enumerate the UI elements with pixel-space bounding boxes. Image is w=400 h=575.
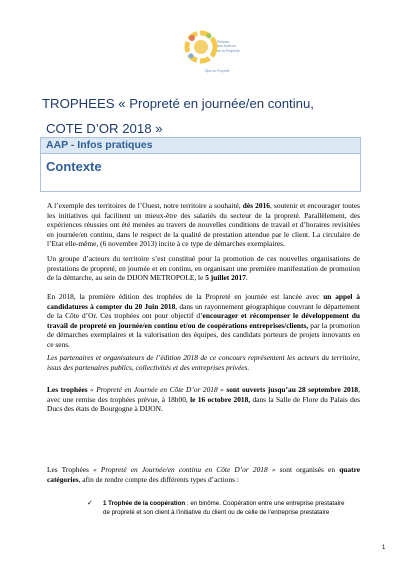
paragraph-6: Les Trophées « Propreté en Journée/en continu en Côte D’or 2018 » sont organisés en quatre catégories, afin de rendre compte des différents types d’actions : — [47, 465, 360, 484]
page-title-line-1: TROPHEES « Propreté en journée/en continu, — [42, 96, 314, 111]
paragraph-3: En 2018, la première édition des trophées de la Propreté en journée est lancée avec un appel à candidatures à compter du 20 Juin 2018, dans un rayonnement géographique couvrant le département de la Côte d’Or. Ces trophées ont pour objectif d’encourager et récompenser le développement du travail de propreté en journée/en continu et/ou de coopérations entreprises/clients, par la promotion de démarches exemplaires et la valorisation des équipes, des candidats porteurs de projets innovants en ce sens. — [47, 292, 361, 349]
page-number: 1 — [382, 545, 386, 551]
logo — [181, 22, 239, 78]
checkmark-icon: ✓ — [87, 500, 93, 507]
paragraph-2: Un groupe d’acteurs du territoire s’est constitué pour la promotion de ces nouvelles organisations de prestations de propreté, en journée et en continu, en organisant une première manifestation de promotion de la démarche, au sein de DIJON METROPOLE, le 5 juillet 2017. — [47, 254, 360, 282]
paragraph-1: A l’exemple des territoires de l’Ouest, notre territoire a souhaité, dès 2016, soutenir et encourager toutes les initiatives qui facilitent un mieux-être des salariés du secteur de la propreté. Parallèlement, des expériences réussies ont été menées au travers de nouvelles conditions de travail et d’horaires revisitées en journée/en continu, dans le respect de la qualité de prestation attendue par le client. La circulaire de l’Etat elle-même, (6 novembre 2013) incite à ce type de démarches exemplaires. — [47, 201, 360, 248]
section-header: AAP - Infos pratiques — [46, 139, 153, 151]
paragraph-4: Les partenaires et organisateurs de l’édition 2018 de ce concours représentent les acteurs du territoire, issus des partenaires publics, collectivités et des entreprises privées. — [47, 353, 360, 372]
logo-subtitle: Dijon en Propreté — [204, 69, 230, 73]
section-heading: Contexte — [46, 159, 102, 174]
section-heading-box — [40, 154, 361, 192]
page-title-line-2: COTE D’OR 2018 » — [46, 121, 163, 136]
list-item: ✓ 1 Trophée de la coopération : en binôme. Coopération entre une entreprise prestataire de propreté et son client à l’initiative du client ou de celle de l’entreprise prestataire — [87, 500, 345, 516]
section-header-box — [40, 137, 361, 154]
logo-text: Réseau des Acteurs de la Propreté — [217, 40, 240, 53]
paragraph-5: Les trophées « Propreté en Journée en Côte D’or 2018 » sont ouverts jusqu’au 28 septembre 2018, avec une remise des trophées prévue, à 18h00, le 16 octobre 2018, dans la Salle de Flore du Palais des Ducs des états de Bourgogne à DIJON. — [47, 385, 360, 413]
